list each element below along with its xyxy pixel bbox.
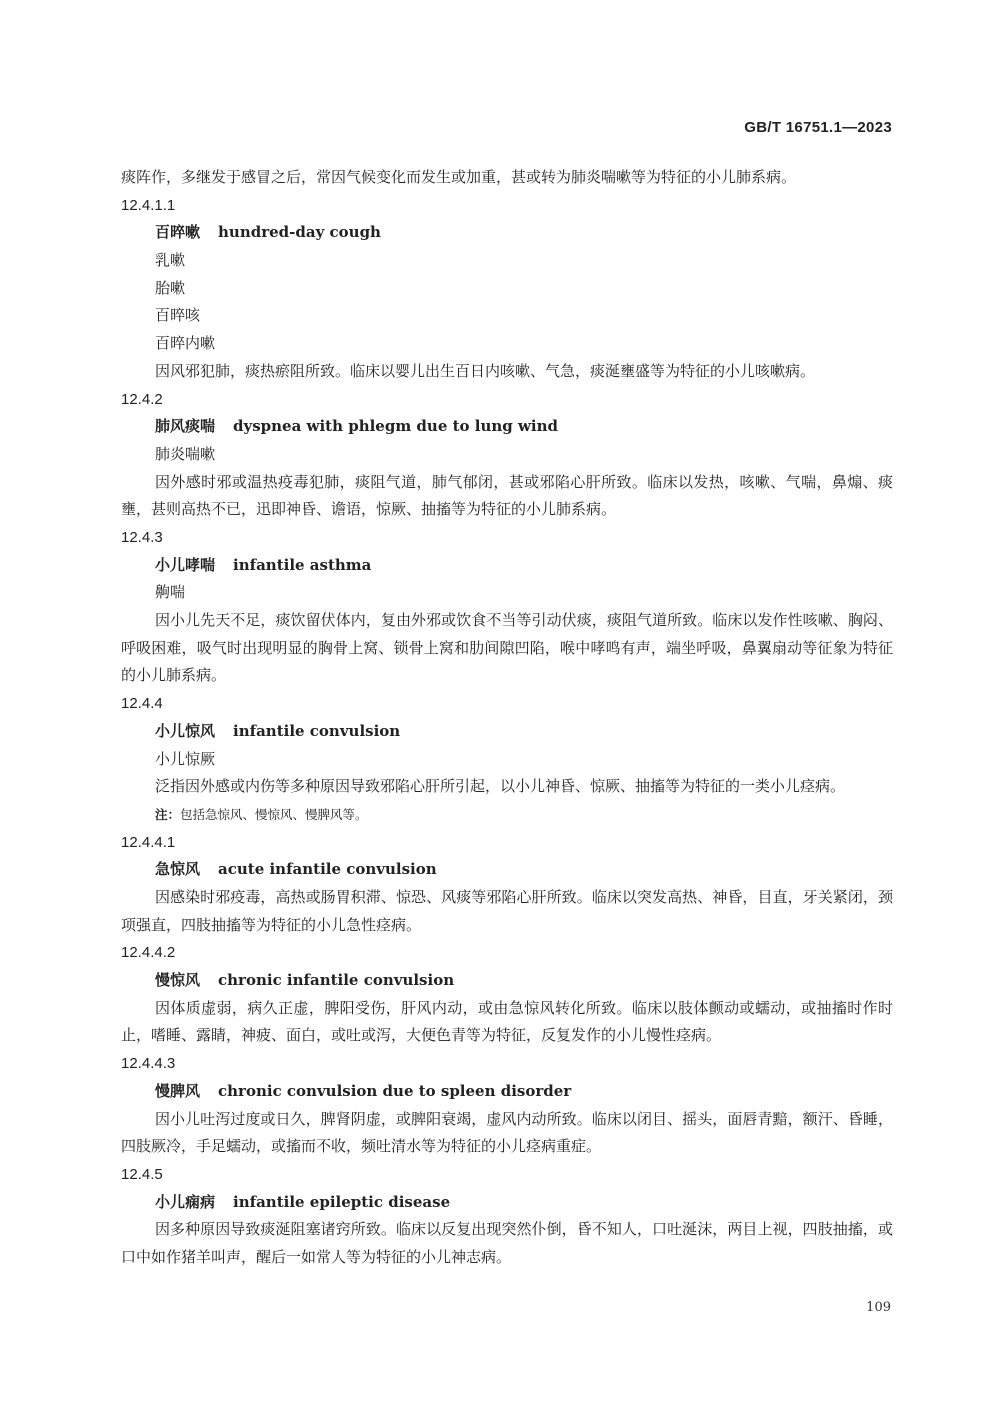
definition: 因小儿吐泻过度或日久，脾肾阴虚，或脾阳衰竭，虚风内动所致。临床以闭目、摇头，面唇青黯，额汗、昏睡，四肢厥冷，手足蠕动，或搐而不收，频吐清水等为特征的小儿痉病重症。 — [121, 1109, 893, 1156]
note-label: 注： — [155, 806, 181, 822]
term-zh: 慢惊风 — [155, 971, 201, 990]
note-text: 包括急惊风、慢惊风、慢脾风等。 — [180, 806, 368, 822]
synonym: 百晬咳 — [155, 306, 201, 325]
term-en: infantile asthma — [233, 555, 372, 574]
clause-number: 12.4.2 — [121, 390, 163, 408]
term-en: acute infantile convulsion — [218, 860, 437, 879]
term-en: infantile epileptic disease — [233, 1192, 451, 1211]
term-zh: 小儿痫病 — [155, 1192, 216, 1211]
term-zh: 小儿惊风 — [155, 721, 216, 740]
term-en: dyspnea with phlegm due to lung wind — [233, 417, 558, 436]
note — [121, 801, 893, 829]
clause-number: 12.4.4.2 — [121, 944, 176, 962]
clause-number: 12.4.4.1 — [121, 833, 176, 851]
clause-number: 12.4.5 — [121, 1165, 163, 1183]
term-heading — [121, 1189, 893, 1217]
definition: 因体质虚弱，病久正虚，脾阳受伤，肝风内动，或由急惊风转化所致。临床以肢体颤动或蠕动，或抽搐时作时止，嗜睡、露睛，神疲、面白，或吐或泻，大便色青等为特征，反复发作的小儿慢性痉病。 — [121, 998, 893, 1045]
term-zh: 小儿哮喘 — [155, 555, 216, 574]
definition: 泛指因外感或内伤等多种原因导致邪陷心肝所引起，以小儿神昏、惊厥、抽搐等为特征的一类小儿痉病。 — [155, 777, 846, 796]
term-zh: 急惊风 — [155, 860, 201, 879]
page-number: 109 — [866, 1300, 891, 1315]
standard-code: GB/T 16751.1—2023 — [744, 119, 892, 136]
clause-number: 12.4.3 — [121, 528, 163, 546]
synonym: 百晬内嗽 — [155, 334, 216, 353]
synonym: 胎嗽 — [155, 278, 186, 297]
term-heading — [121, 552, 893, 580]
term-zh: 百晬嗽 — [155, 223, 201, 242]
clause-number: 12.4.4 — [121, 695, 163, 713]
term-zh: 慢脾风 — [155, 1081, 201, 1100]
term-heading — [121, 856, 893, 884]
paragraph: 痰阵作，多继发于感冒之后，常因气候变化而发生或加重，甚或转为肺炎喘嗽等为特征的小儿肺系病。 — [121, 168, 797, 186]
synonym: 齁喘 — [155, 583, 186, 602]
definition: 因小儿先天不足，痰饮留伏体内，复由外邪或饮食不当等引动伏痰，痰阻气道所致。临床以发作性咳嗽、胸闷、呼吸困难，吸气时出现明显的胸骨上窝、锁骨上窝和肋间隙凹陷，喉中哮鸣有声，端坐呼吸，鼻翼扇动等征象为特征的小儿肺系病。 — [121, 611, 893, 685]
synonym: 乳嗽 — [155, 251, 186, 270]
clause-number: 12.4.1.1 — [121, 196, 176, 214]
term-heading — [121, 967, 893, 995]
term-heading — [121, 219, 893, 247]
term-heading — [121, 413, 893, 441]
document-body — [121, 164, 893, 1272]
clause-number: 12.4.4.3 — [121, 1055, 176, 1073]
term-en: infantile convulsion — [233, 721, 401, 740]
synonym: 小儿惊厥 — [155, 749, 216, 768]
term-heading — [121, 1078, 893, 1106]
term-heading — [121, 718, 893, 746]
synonym: 肺炎喘嗽 — [155, 444, 216, 463]
definition: 因多种原因导致痰涎阻塞诸窍所致。临床以反复出现突然仆倒，昏不知人，口吐涎沫，两目上视，四肢抽搐，或口中如作猪羊叫声，醒后一如常人等为特征的小儿神志病。 — [121, 1220, 893, 1267]
term-zh: 肺风痰喘 — [155, 417, 216, 436]
definition: 因风邪犯肺，痰热瘀阻所致。临床以婴儿出生百日内咳嗽、气急，痰涎壅盛等为特征的小儿咳嗽病。 — [155, 361, 816, 380]
definition: 因外感时邪或温热疫毒犯肺，痰阻气道，肺气郁闭，甚或邪陷心肝所致。临床以发热，咳嗽、气喘，鼻煽、痰壅，甚则高热不已，迅即神昏、谵语，惊厥、抽搐等为特征的小儿肺系病。 — [121, 472, 893, 519]
definition: 因感染时邪疫毒，高热或肠胃积滞、惊恐、风痰等邪陷心肝所致。临床以突发高热、神昏，目直，牙关紧闭，颈项强直，四肢抽搐等为特征的小儿急性痉病。 — [121, 887, 893, 934]
term-en: chronic convulsion due to spleen disorder — [218, 1081, 572, 1100]
term-en: hundred-day cough — [218, 223, 381, 242]
term-en: chronic infantile convulsion — [218, 971, 455, 990]
